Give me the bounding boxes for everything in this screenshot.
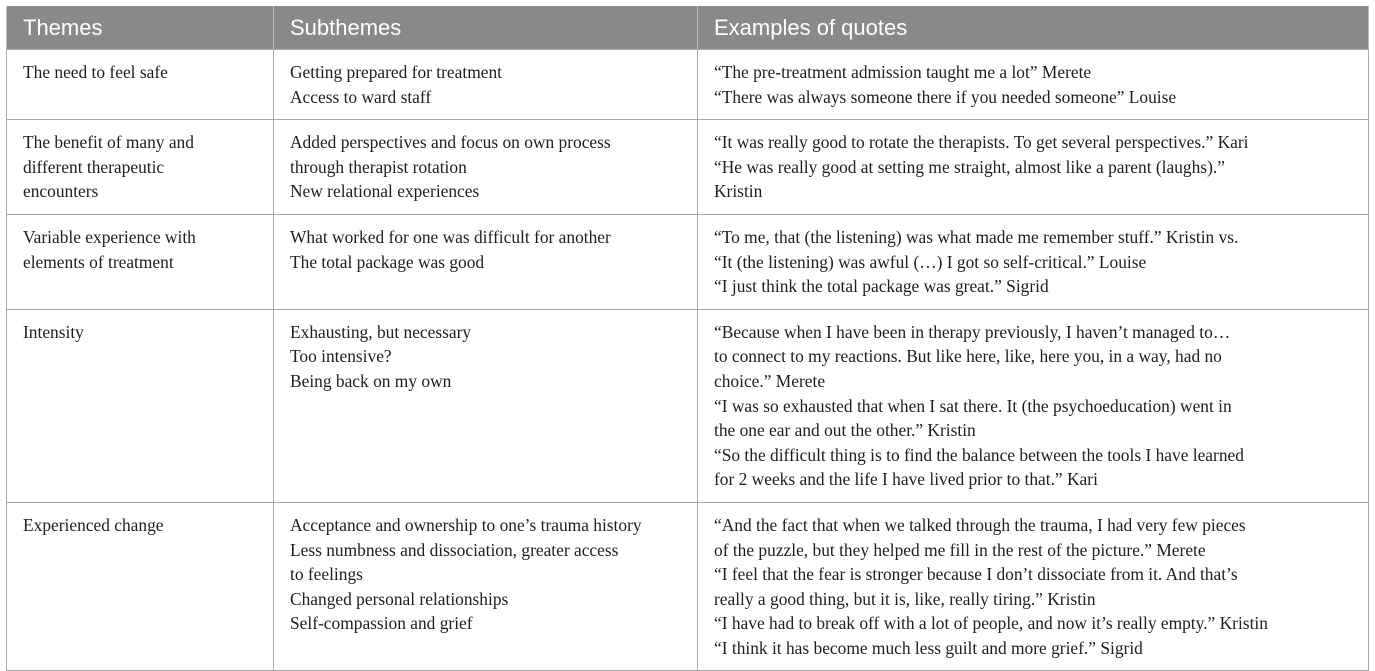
theme-line: The benefit of many and	[23, 132, 194, 153]
quotes-cell	[698, 309, 1369, 502]
subthemes-cell	[274, 309, 698, 502]
theme-cell	[7, 214, 274, 309]
subthemes-line: Acceptance and ownership to one’s trauma history	[290, 514, 642, 535]
subthemes-cell	[274, 50, 698, 120]
subthemes-line: to feelings	[290, 564, 363, 585]
table-row	[7, 502, 1369, 671]
subthemes-cell	[274, 502, 698, 671]
subthemes-line: Being back on my own	[290, 370, 452, 391]
subthemes-line: Exhausting, but necessary	[290, 321, 472, 342]
subthemes-line: New relational experiences	[290, 181, 480, 202]
quotes-line: “I feel that the fear is stronger because I don’t dissociate from it. And that’s	[714, 564, 1238, 585]
quotes-line: “And the fact that when we talked through the trauma, I had very few pieces	[714, 514, 1246, 535]
theme-cell	[7, 120, 274, 215]
theme-line: Intensity	[23, 321, 84, 342]
subthemes-line: Changed personal relationships	[290, 588, 509, 609]
table-row	[7, 214, 1369, 309]
table-row	[7, 309, 1369, 502]
quotes-line: choice.” Merete	[714, 370, 826, 391]
quotes-line: really a good thing, but it is, like, really tiring.” Kristin	[714, 588, 1096, 609]
subthemes-cell	[274, 120, 698, 215]
quotes-line: Kristin	[714, 181, 763, 202]
quotes-line: “It (the listening) was awful (…) I got so self-critical.” Louise	[714, 251, 1147, 272]
theme-line: Variable experience with	[23, 226, 196, 247]
table-row	[7, 120, 1369, 215]
header-quotes: Examples of quotes	[698, 6, 1369, 50]
theme-cell	[7, 309, 274, 502]
table-row	[7, 50, 1369, 120]
theme-cell	[7, 502, 274, 671]
quotes-line: “He was really good at setting me straight, almost like a parent (laughs).”	[714, 156, 1225, 177]
themes-table	[6, 6, 1369, 671]
quotes-line: “It was really good to rotate the therapists. To get several perspectives.” Kari	[714, 132, 1249, 153]
theme-line: Experienced change	[23, 514, 164, 535]
quotes-line: “So the difficult thing is to find the balance between the tools I have learned	[714, 444, 1244, 465]
subthemes-line: Self-compassion and grief	[290, 613, 473, 634]
theme-line: The need to feel safe	[23, 62, 168, 82]
subthemes-line: Access to ward staff	[290, 86, 432, 107]
theme-line: elements of treatment	[23, 251, 174, 272]
quotes-line: “I was so exhausted that when I sat there. It (the psychoeducation) went in	[714, 395, 1232, 416]
quotes-cell	[698, 502, 1369, 671]
subthemes-line: through therapist rotation	[290, 156, 467, 177]
subthemes-line: What worked for one was difficult for another	[290, 226, 611, 247]
quotes-cell	[698, 120, 1369, 215]
quotes-line: “The pre-treatment admission taught me a lot” Merete	[714, 62, 1092, 82]
quotes-line: “There was always someone there if you needed someone” Louise	[714, 86, 1177, 107]
theme-line: encounters	[23, 181, 99, 202]
subthemes-line: Added perspectives and focus on own process	[290, 132, 611, 153]
quotes-line: for 2 weeks and the life I have lived prior to that.” Kari	[714, 469, 1098, 490]
quotes-line: of the puzzle, but they helped me fill in the rest of the picture.” Merete	[714, 539, 1206, 560]
header-themes: Themes	[7, 6, 274, 50]
quotes-line: “I think it has become much less guilt and more grief.” Sigrid	[714, 637, 1143, 658]
quotes-line: to connect to my reactions. But like here, like, here you, in a way, had no	[714, 346, 1222, 367]
quotes-line: “Because when I have been in therapy previously, I haven’t managed to…	[714, 321, 1231, 342]
quotes-line: “I have had to break off with a lot of people, and now it’s really empty.” Kristin	[714, 613, 1268, 634]
quotes-line: “I just think the total package was great.” Sigrid	[714, 276, 1049, 297]
quotes-cell	[698, 50, 1369, 120]
quotes-line: “To me, that (the listening) was what made me remember stuff.” Kristin vs.	[714, 226, 1239, 247]
quotes-line: the one ear and out the other.” Kristin	[714, 420, 976, 441]
subthemes-line: Too intensive?	[290, 346, 392, 367]
theme-line: different therapeutic	[23, 156, 165, 177]
subthemes-line: The total package was good	[290, 251, 485, 272]
subthemes-line: Less numbness and dissociation, greater access	[290, 539, 619, 560]
subthemes-cell	[274, 214, 698, 309]
subthemes-line: Getting prepared for treatment	[290, 62, 502, 82]
quotes-cell	[698, 214, 1369, 309]
header-row	[7, 6, 1369, 50]
theme-cell	[7, 50, 274, 120]
header-subthemes: Subthemes	[274, 6, 698, 50]
